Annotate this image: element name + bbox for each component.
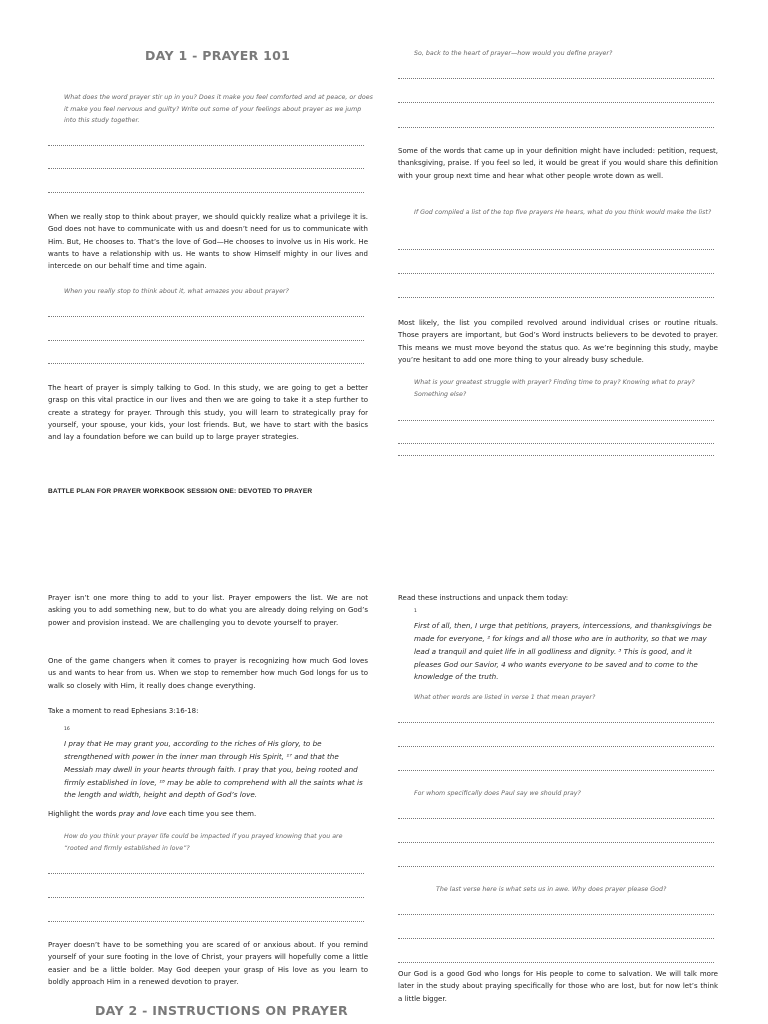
- paragraph-not-scared: Prayer doesn’t have to be something you are scared of or anxious about. If you remind yourself of your sure footing in the love of Christ, your prayers will hopefully come a little easier and be a little bolder. May God deepen your grasp of His love as you learn to boldly approach Him in a renewed devotion to prayer.: [48, 941, 368, 986]
- day2-title: DAY 2 - INSTRUCTIONS ON PRAYER: [95, 1003, 348, 1018]
- paragraph-empowers-list: Prayer isn’t one more thing to add to your list. Prayer empowers the list. We are not asking you to add something new, but to do what you are already doing relying on God’s power and provision instead. We are challenging you to devote yourself to prayer.: [48, 594, 368, 627]
- answer-line[interactable]: [398, 420, 714, 421]
- answer-line[interactable]: [48, 340, 364, 341]
- paragraph-definition-words: Some of the words that came up in your definition might have included: petition, request, thanksgiving, praise. If you feel so led, it would be great if you would share this definition with your group next time and hear what other people wrote down as well.: [398, 147, 718, 180]
- answer-line[interactable]: [398, 78, 714, 79]
- highlight-pre: Highlight the words: [48, 810, 119, 818]
- answer-line[interactable]: [398, 770, 714, 771]
- answer-line[interactable]: [398, 842, 714, 843]
- answer-line[interactable]: [398, 249, 714, 250]
- answer-line[interactable]: [398, 818, 714, 819]
- answer-line[interactable]: [398, 273, 714, 274]
- answer-line[interactable]: [398, 297, 714, 298]
- answer-line[interactable]: [48, 873, 364, 874]
- timothy-passage: [414, 606, 718, 684]
- answer-line[interactable]: [398, 443, 714, 444]
- ephesians-passage: [64, 724, 364, 802]
- answer-line[interactable]: [48, 921, 364, 922]
- answer-line[interactable]: [48, 168, 364, 169]
- paragraph-good-god: Our God is a good God who longs for His people to come to salvation. We will talk more later in the study about praying specifically for those who are lost, but for now let’s think a little bigger.: [398, 970, 718, 1003]
- prompt-top-five: If God compiled a list of the top five prayers He hears, what do you think would make the list?: [414, 209, 712, 216]
- highlight-post: each time you see them.: [166, 810, 257, 818]
- prompt-struggle: What is your greatest struggle with prayer? Finding time to pray? Knowing what to pray? Something else?: [414, 379, 695, 398]
- answer-line[interactable]: [398, 866, 714, 867]
- answer-line[interactable]: [48, 363, 364, 364]
- prompt-for-whom: For whom specifically does Paul say we should pray?: [414, 790, 581, 797]
- verse-number: 16: [64, 727, 70, 732]
- answer-line[interactable]: [398, 914, 714, 915]
- answer-line[interactable]: [398, 746, 714, 747]
- answer-line[interactable]: [48, 145, 364, 146]
- paragraph-game-changers: One of the game changers when it comes to prayer is recognizing how much God loves us and wants to hear from us. When we stop to remember how much God longs for us to walk so closely with Him, it really does change everything.: [48, 657, 368, 690]
- answer-line[interactable]: [48, 897, 364, 898]
- highlight-words: pray and love: [118, 810, 167, 818]
- prompt-define-prayer: So, back to the heart of prayer—how would you define prayer?: [414, 50, 613, 57]
- answer-line[interactable]: [398, 102, 714, 103]
- paragraph-heart-of-prayer: The heart of prayer is simply talking to God. In this study, we are going to get a better grasp on this vital practice in our lives and then we are going to take it a step further to create a strategy for prayer. Through this study, you will learn to strategically pray for yourself, your spouse, your kids, your lost friends. But, we have to start with the basics and lay a foundation before we can build up to large prayer strategies.: [48, 384, 368, 442]
- prompt-other-words: What other words are listed in verse 1 that mean prayer?: [414, 694, 596, 701]
- prompt-feelings: What does the word prayer stir up in you? Does it make you feel comforted and at peace, or does it make you feel nervous and guilty? Write out some of your feelings about prayer as we jump into this study together.: [64, 94, 373, 124]
- day1-title: DAY 1 - PRAYER 101: [145, 48, 291, 63]
- ephesians-text: I pray that He may grant you, according to the riches of His glory, to be strengthened with power in the inner man through His Spirit, ¹⁷ and that the Messiah may dwell in your hearts through faith. I pray that you, being rooted and firmly established in love, ¹⁸ may be able to comprehend with all the saints what is the length and width, height and depth of God’s love.: [64, 739, 363, 800]
- answer-line[interactable]: [398, 455, 714, 456]
- answer-line[interactable]: [398, 938, 714, 939]
- prompt-pleases-god: The last verse here is what sets us in awe. Why does prayer please God?: [436, 886, 667, 893]
- answer-line[interactable]: [398, 962, 714, 963]
- timothy-text: First of all, then, I urge that petitions, prayers, intercessions, and thanksgivings be made for everyone, ² for kings and all those who are in authority, so that we may lead a tranquil and quiet life in all godliness and dignity. ³ This is good, and it pleases God our Savior, 4 who wants everyone to be saved and to come to the knowledge of the truth.: [414, 621, 712, 682]
- highlight-instruction: [48, 808, 256, 820]
- ephesians-intro: Take a moment to read Ephesians 3:16-18:: [48, 707, 199, 715]
- answer-line[interactable]: [398, 127, 714, 128]
- prompt-amazes: When you really stop to think about it, what amazes you about prayer?: [64, 288, 289, 295]
- verse-number: 1: [414, 609, 417, 614]
- prompt-rooted-love: How do you think your prayer life could be impacted if you prayed knowing that you are “rooted and firmly established in love”?: [64, 833, 343, 852]
- paragraph-status-quo: Most likely, the list you compiled revolved around individual crises or routine rituals. Those prayers are important, but God’s Word instructs believers to be devoted to prayer. This means we must move beyond the status quo. As we’re beginning this study, maybe you’re hesitant to add one more thing to your already busy schedule.: [398, 319, 718, 364]
- read-instructions-intro: Read these instructions and unpack them today:: [398, 594, 569, 602]
- page-footer: BATTLE PLAN FOR PRAYER WORKBOOK SESSION ONE: DEVOTED TO PRAYER: [48, 488, 313, 495]
- answer-line[interactable]: [48, 316, 364, 317]
- answer-line[interactable]: [398, 722, 714, 723]
- answer-line[interactable]: [48, 192, 364, 193]
- paragraph-privilege: When we really stop to think about prayer, we should quickly realize what a privilege it is. God does not have to communicate with us and doesn’t need for us to communicate with Him. But, He chooses to. That’s the love of God—He chooses to involve us in His work. He wants to have a relationship with us. He wants to show Himself mighty in our lives and intercede on our behalf time and time again.: [48, 213, 368, 271]
